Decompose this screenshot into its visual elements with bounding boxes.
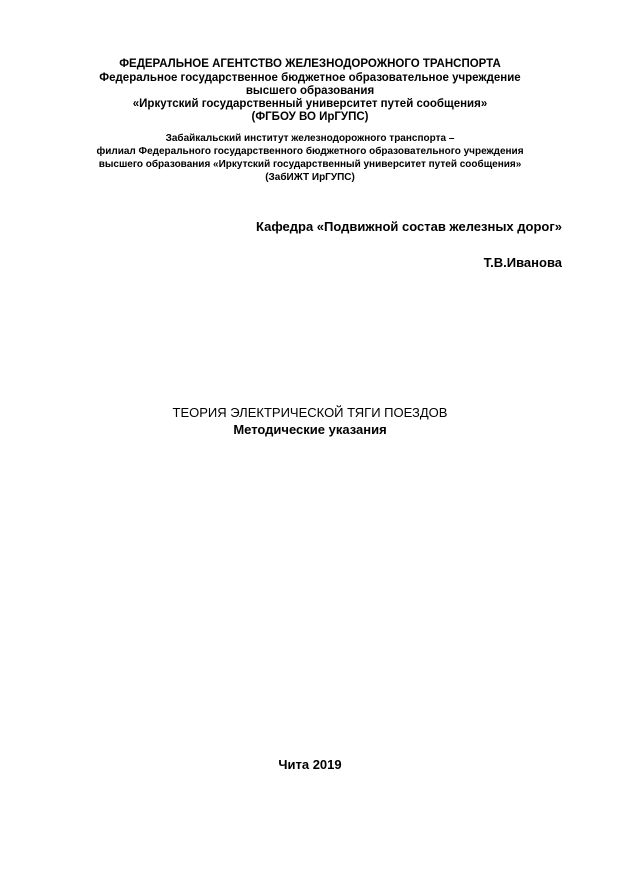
university-name: «Иркутский государственный университет путей сообщения» [132, 98, 488, 110]
branch-line-1: Забайкальский институт железнодорожного транспорта – [165, 133, 455, 144]
department-name: Кафедра «Подвижной состав железных дорог» [256, 219, 562, 234]
author-name: Т.В.Иванова [483, 255, 562, 270]
branch-abbreviation: (ЗабИЖТ ИрГУПС) [265, 172, 355, 183]
city-year: Чита 2019 [278, 757, 342, 772]
agency-name: ФЕДЕРАЛЬНОЕ АГЕНТСТВО ЖЕЛЕЗНОДОРОЖНОГО ТРАНСПОРТА [119, 58, 501, 70]
document-subtitle: Методические указания [233, 422, 387, 437]
university-abbreviation: (ФГБОУ ВО ИрГУПС) [251, 111, 369, 123]
branch-line-3: высшего образования «Иркутский государственный университет путей сообщения» [98, 159, 522, 170]
branch-line-2: филиал Федерального государственного бюджетного образовательного учреждения [96, 146, 524, 157]
institution-line-2: высшего образования [245, 85, 375, 97]
document-title: ТЕОРИЯ ЭЛЕКТРИЧЕСКОЙ ТЯГИ ПОЕЗДОВ [172, 405, 448, 420]
institution-line-1: Федеральное государственное бюджетное образовательное учреждение [99, 72, 521, 84]
